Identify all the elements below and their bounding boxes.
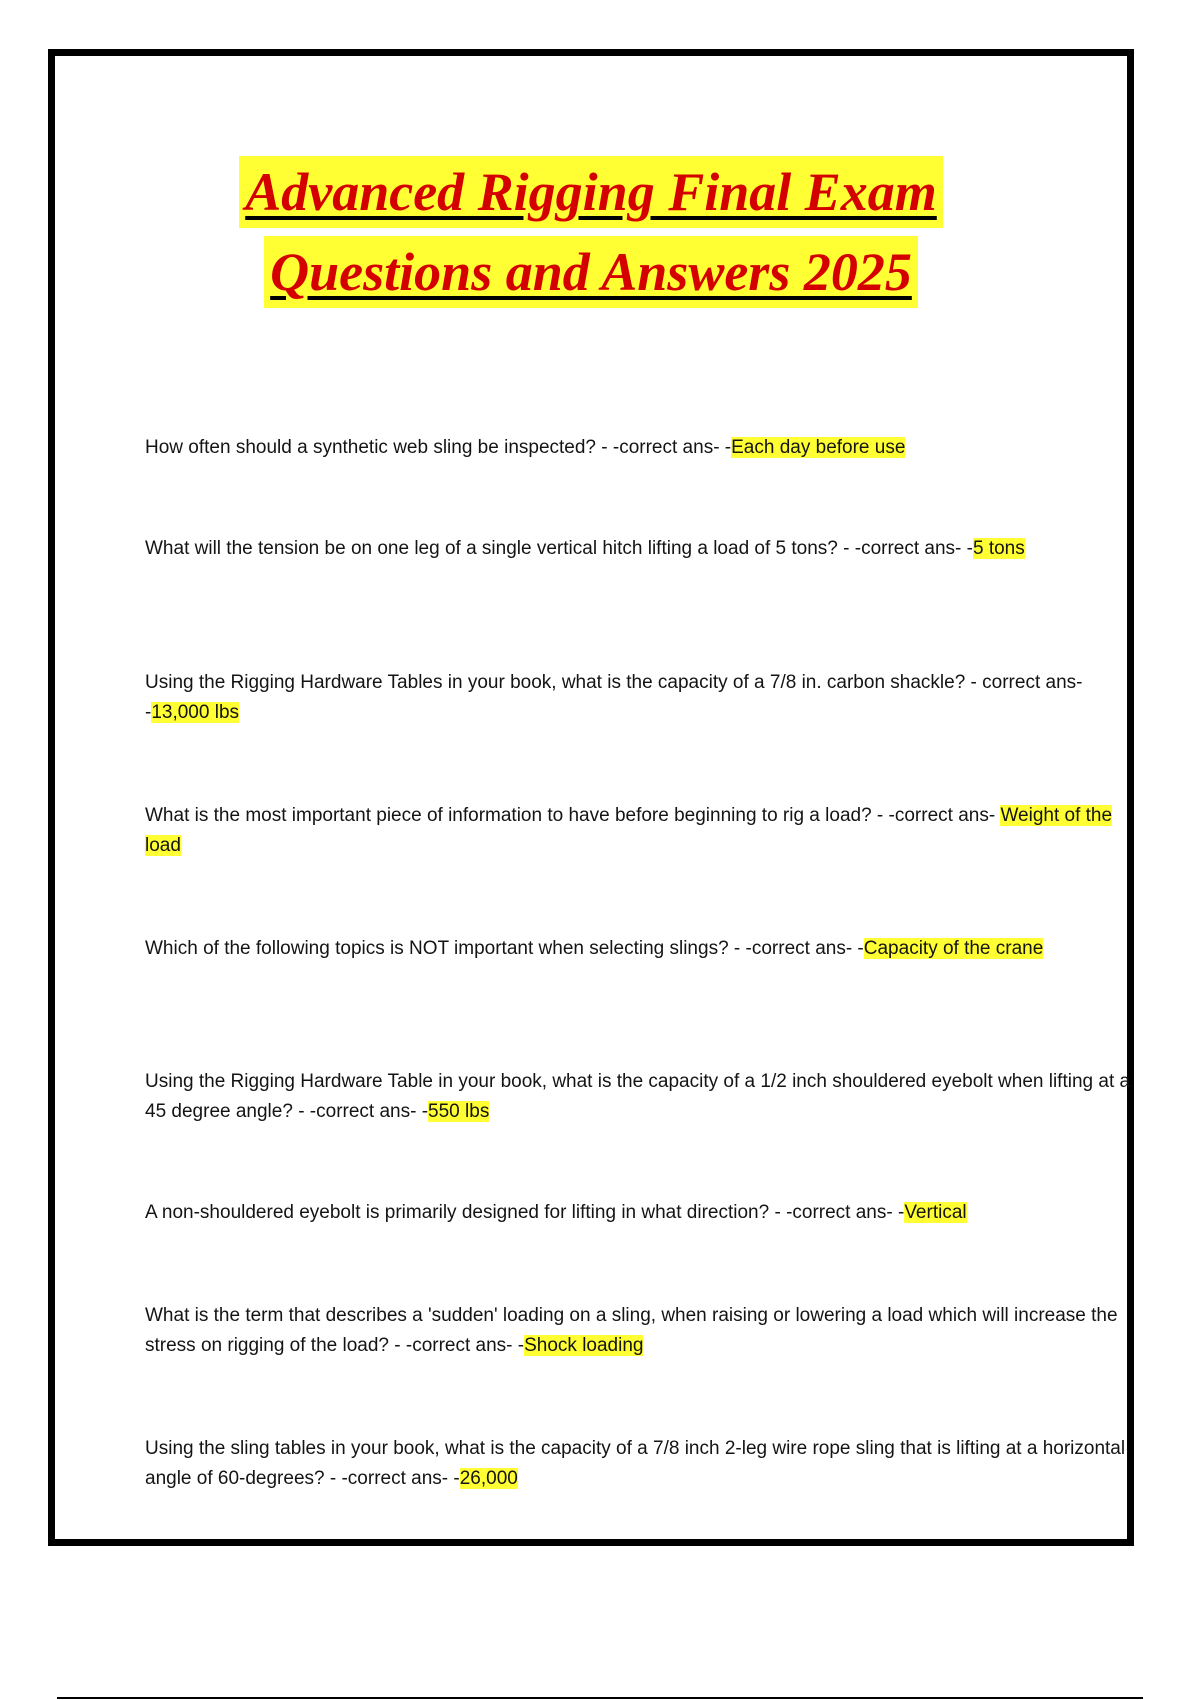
question-text: Using the Rigging Hardware Table in your book, what is the capacity of a 1/2 inch shouldered eyebolt when lifting at a 45 degree angle? - -correct ans- - xyxy=(145,1071,1131,1122)
footer-divider xyxy=(57,1697,1143,1699)
question-text: How often should a synthetic web sling be inspected? - -correct ans- - xyxy=(145,437,732,458)
question-text: What will the tension be on one leg of a single vertical hitch lifting a load of 5 tons? - -correct ans- - xyxy=(145,538,973,559)
qa-item xyxy=(145,1434,1140,1494)
question-text: Using the sling tables in your book, what is the capacity of a 7/8 inch 2-leg wire rope sling that is lifting at a horizontal angle of 60-degrees? - -correct ans- - xyxy=(145,1438,1126,1489)
qa-item xyxy=(145,801,1140,861)
question-text: Using the Rigging Hardware Tables in your book, what is the capacity of a 7/8 in. carbon shackle? - correct ans- - xyxy=(145,672,1083,723)
answer-highlight: Each day before use xyxy=(731,437,906,458)
answer-highlight: 550 lbs xyxy=(428,1101,490,1122)
qa-item xyxy=(145,1301,1140,1361)
answer-highlight: Vertical xyxy=(904,1202,967,1223)
qa-item xyxy=(145,1067,1140,1127)
answer-highlight: 5 tons xyxy=(972,538,1025,559)
question-text: What is the most important piece of information to have before beginning to rig a load? - -correct ans- xyxy=(145,805,1001,826)
answer-highlight: Shock loading xyxy=(524,1335,644,1356)
question-text: What is the term that describes a 'sudden' loading on a sling, when raising or lowering a load which will increase the stress on rigging of the load? - -correct ans- - xyxy=(145,1305,1118,1356)
answer-highlight: 26,000 xyxy=(459,1468,518,1489)
page-border xyxy=(48,49,1134,1546)
answer-highlight: Capacity of the crane xyxy=(863,938,1044,959)
question-text: Which of the following topics is NOT important when selecting slings? - -correct ans- - xyxy=(145,938,864,959)
qa-item xyxy=(145,433,1140,463)
qa-item xyxy=(145,1198,1140,1228)
qa-item xyxy=(145,534,1140,564)
title-line-2: Questions and Answers 2025 xyxy=(264,236,918,308)
answer-highlight: 13,000 lbs xyxy=(151,702,240,723)
page-title xyxy=(55,152,1127,312)
qa-item xyxy=(145,668,1140,728)
qa-item xyxy=(145,934,1140,964)
question-text: A non-shouldered eyebolt is primarily designed for lifting in what direction? - -correct ans- - xyxy=(145,1202,905,1223)
answer-highlight: Weight of the load xyxy=(145,805,1113,856)
title-line-1: Advanced Rigging Final Exam xyxy=(239,156,943,228)
